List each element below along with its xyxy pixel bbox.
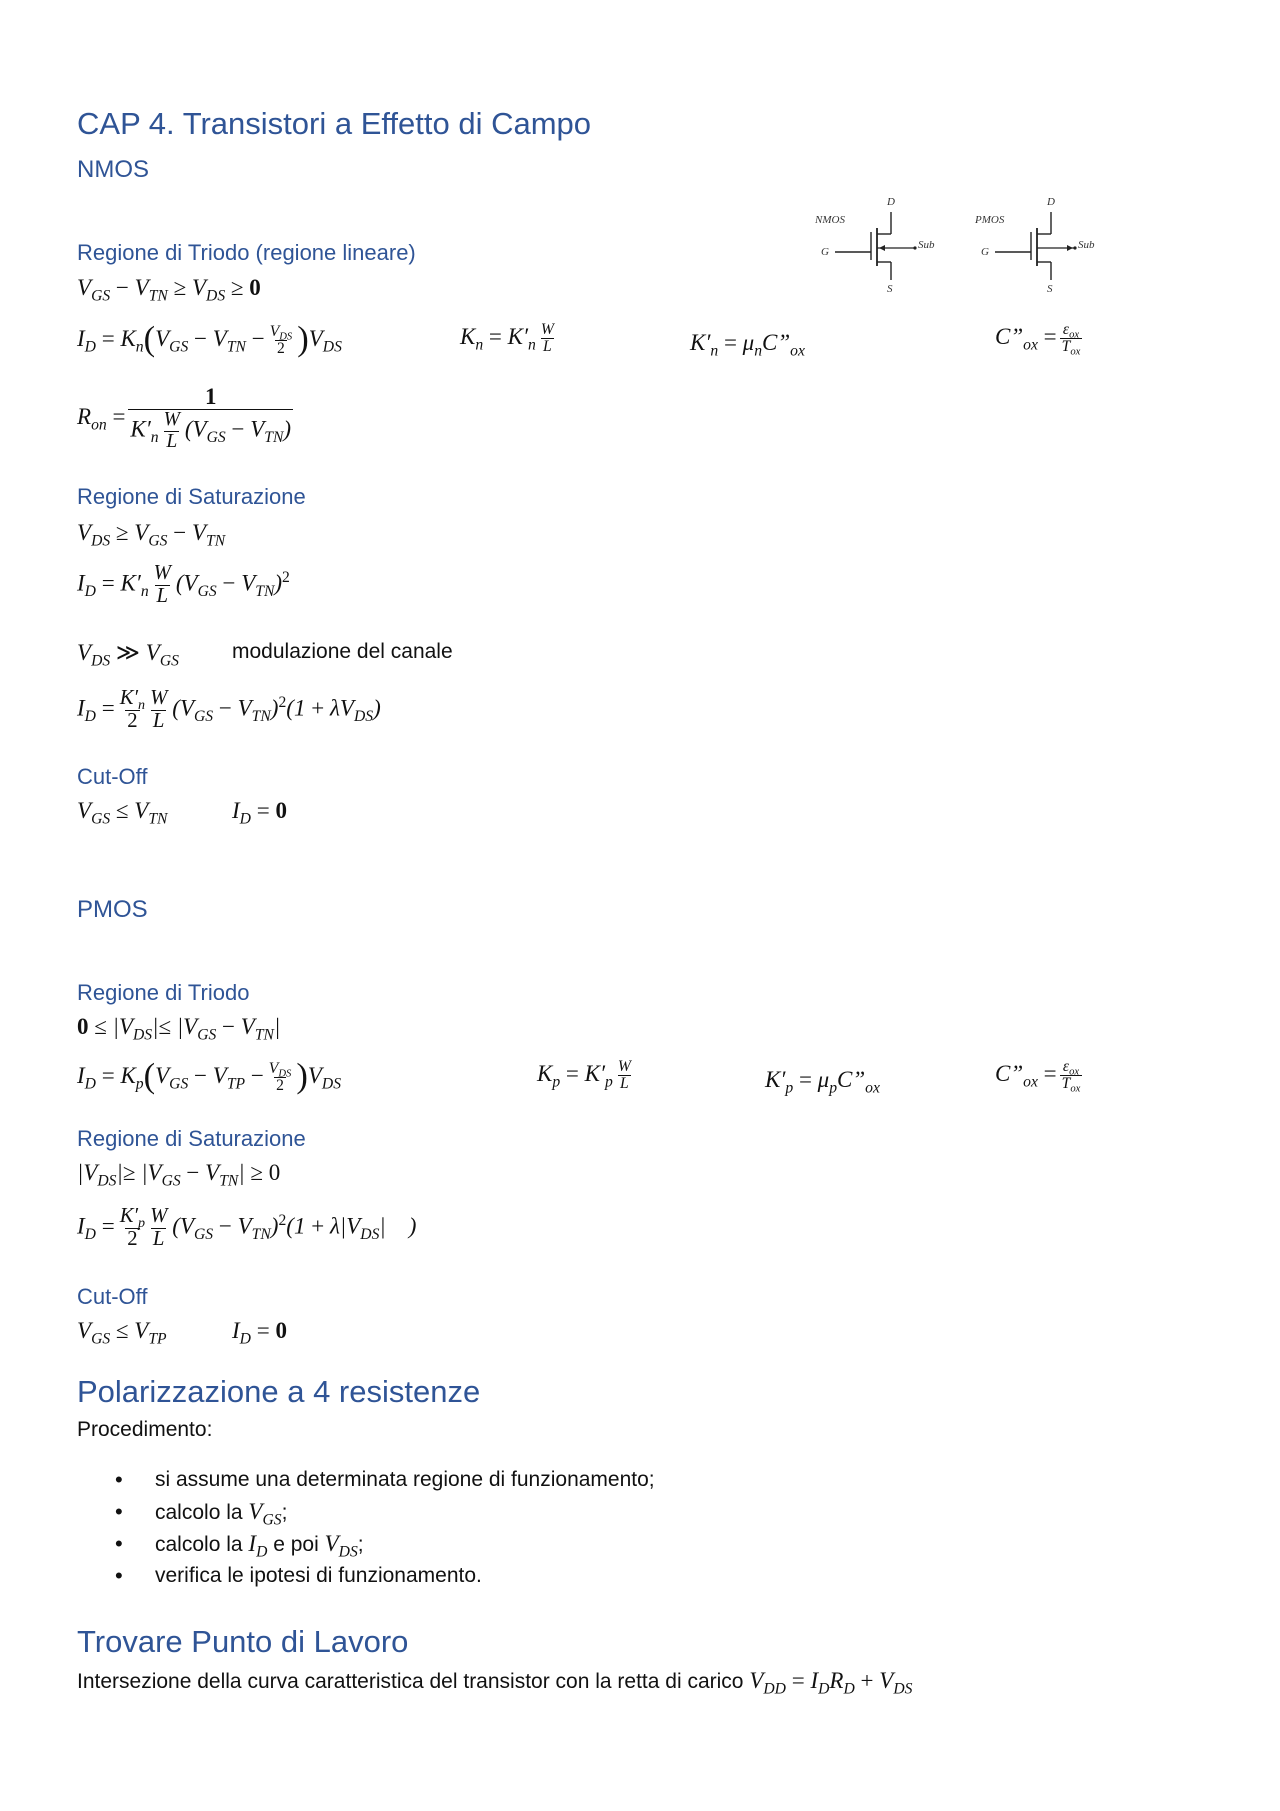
nmos-source-label: S [887, 283, 893, 295]
nmos-triode-current-formula: $I_D = K_n(V_{GS} - V_{TN}$ − $\frac{V_{DS}}{2}$ )$V_{DS}$ [77, 320, 342, 358]
pmos-saturation-current-formula: $I_D$ = $\frac{K'_p}{2}$ $\frac{W}{L}$ $(V_{GS} - V_{TN})^2(1 + \lambda|V_{DS}|$ ) [77, 1205, 417, 1250]
nmos-symbol-icon [815, 196, 935, 295]
nmos-saturation-current-formula: $I_D = K'_n$ $\frac{W}{L}$ $(V_{GS} - V_{TN})^2$ [77, 562, 290, 607]
pmos-sub-label: Sub [1078, 239, 1095, 251]
nmos-gate-label: G [821, 246, 829, 258]
pmos-cutoff-current: $I_D = 0$ [232, 1318, 287, 1348]
polarization-steps [77, 1464, 977, 1592]
work-point-text: Intersezione della curva caratteristica del transistor con la retta di carico $V_{DD} = I_DR_D + V_{DS}$ [77, 1668, 913, 1698]
pmos-saturation-condition: $|V_{DS}|\ge |V_{GS} - V_{TN}| \ge 0$ [77, 1160, 281, 1190]
work-point-heading: Trovare Punto di Lavoro [77, 1624, 409, 1659]
list-item: • calcolo la $I_D$ e poi $V_{DS}$; [77, 1528, 977, 1560]
nmos-cutoff-condition: $V_{GS} \le V_{TN}$ [77, 798, 168, 828]
nmos-symbol-label: NMOS [815, 214, 845, 226]
nmos-triode-heading: Regione di Triodo (regione lineare) [77, 240, 416, 265]
polarization-intro: Procedimento: [77, 1418, 213, 1441]
pmos-kp-formula: $K_p = K'_p$ $\frac{W}{L}$ [537, 1058, 631, 1093]
nmos-cox-formula: $C”_{ox}$ = $\frac{\varepsilon_{ox}}{T_{ox}}$ [995, 321, 1081, 359]
nmos-ron-formula: $R_{on}$ = 1 $K'_n$ $\frac{W}{L}$ $(V_{GS} - V_{TN})$ [77, 384, 292, 452]
nmos-triode-condition: $V_{GS} - V_{TN} \ge V_{DS} \ge 0$ [77, 275, 261, 305]
pmos-source-label: S [1047, 283, 1053, 295]
nmos-channel-mod-condition: $V_{DS}$ ≫ $V_{GS}$ [77, 640, 179, 670]
pmos-cutoff-condition: $V_{GS} \le V_{TP}$ [77, 1318, 167, 1348]
nmos-saturation-heading: Regione di Saturazione [77, 484, 306, 509]
pmos-symbol-label: PMOS [975, 214, 1005, 226]
pmos-triode-condition: $0 \le |V_{DS}|\le |V_{GS} - V_{TN}|$ [77, 1014, 281, 1044]
pmos-symbol-icon [974, 196, 1095, 295]
nmos-heading: NMOS [77, 156, 149, 183]
pmos-saturation-heading: Regione di Saturazione [77, 1126, 306, 1151]
nmos-kn-formula: $K_n = K'_n$ $\frac{W}{L}$ [460, 321, 554, 356]
nmos-sub-label: Sub [918, 239, 935, 251]
pmos-gate-label: G [981, 246, 989, 258]
transistor-symbols [815, 192, 1105, 296]
nmos-drain-label: D [887, 196, 895, 208]
list-item: • calcolo la $V_{GS}$; [77, 1496, 977, 1528]
pmos-kprime-formula: $K'_p$ = $\mu_pC”_{ox}$ [765, 1067, 880, 1097]
nmos-cutoff-heading: Cut-Off [77, 764, 148, 789]
pmos-triode-heading: Regione di Triodo [77, 980, 250, 1005]
pmos-drain-label: D [1047, 196, 1055, 208]
pmos-heading: PMOS [77, 896, 148, 923]
pmos-cutoff-heading: Cut-Off [77, 1284, 148, 1309]
list-item: • si assume una determinata regione di funzionamento; [77, 1464, 977, 1496]
polarization-heading: Polarizzazione a 4 resistenze [77, 1374, 481, 1409]
pmos-triode-current-formula: $I_D = K_p(V_{GS} - V_{TP}$ − $\frac{V_{DS}}{2}$ )$V_{DS}$ [77, 1057, 342, 1095]
nmos-channel-mod-note: modulazione del canale [232, 640, 453, 663]
load-line-formula: $V_{DD} = I_DR_D + V_{DS}$ [749, 1668, 913, 1698]
nmos-kprime-formula: $K'_n$ = $\mu_nC”_{ox}$ [690, 330, 805, 360]
nmos-saturation-condition: $V_{DS} \ge V_{GS} - V_{TN}$ [77, 520, 226, 550]
pmos-cox-formula: $C”_{ox}$ = $\frac{\varepsilon_{ox}}{T_{ox}}$ [995, 1058, 1081, 1096]
list-item: • verifica le ipotesi di funzionamento. [77, 1560, 977, 1592]
nmos-cutoff-current: $I_D = 0$ [232, 798, 287, 828]
page-title: CAP 4. Transistori a Effetto di Campo [77, 106, 592, 141]
nmos-channel-mod-formula: $I_D$ = $\frac{K'_n}{2}$ $\frac{W}{L}$ $(V_{GS} - V_{TN})^2(1 + \lambda V_{DS})$ [77, 687, 381, 732]
